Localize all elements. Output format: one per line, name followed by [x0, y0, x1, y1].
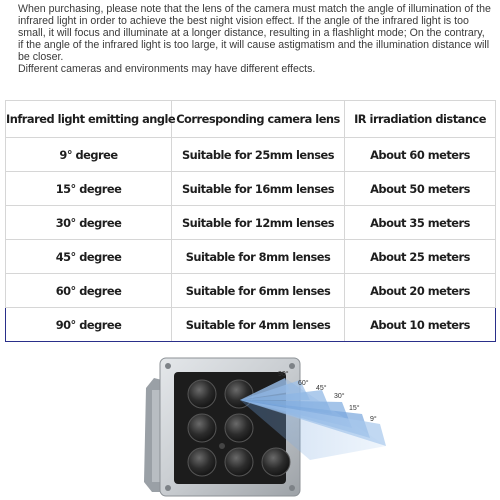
header-lens: Corresponding camera lens: [172, 101, 345, 138]
ir-spec-table: [5, 100, 496, 342]
angle-cell: 90° degree: [6, 308, 172, 342]
lens-cell: Suitable for 25mm lenses: [172, 138, 345, 172]
angle-cell: 30° degree: [6, 206, 172, 240]
distance-cell: About 35 meters: [345, 206, 496, 240]
angle-label-30: 30°: [334, 393, 345, 400]
illuminator-svg: [140, 350, 400, 500]
angle-label-45: 45°: [316, 385, 327, 392]
distance-cell: About 10 meters: [345, 308, 496, 342]
table-row: [6, 172, 496, 206]
screw-icon: [165, 485, 171, 491]
lens-cell: Suitable for 4mm lenses: [172, 308, 345, 342]
table-row: [6, 206, 496, 240]
lens-cell: Suitable for 12mm lenses: [172, 206, 345, 240]
angle-label-90: 90°: [278, 371, 289, 378]
screw-icon: [289, 485, 295, 491]
lens-cell: Suitable for 16mm lenses: [172, 172, 345, 206]
led-icon: [188, 448, 216, 476]
screw-icon: [165, 363, 171, 369]
table-row: [6, 240, 496, 274]
distance-cell: About 25 meters: [345, 240, 496, 274]
intro-paragraph-1: When purchasing, please note that the lens of the camera must match the angle of illumination of the infrared light in order to achieve the best night vision effect. If the angle of the infrared light is too small, it will focus and illuminate at a longer distance, resulting in a flashlight mode; On the contrary, if the angle of the infrared light is too large, it will cause astigmatism and the illumination distance will be closer.: [18, 3, 491, 64]
distance-cell: About 60 meters: [345, 138, 496, 172]
ir-illuminator-illustration: [140, 350, 400, 500]
led-icon: [188, 414, 216, 442]
table-row: [6, 138, 496, 172]
intro-paragraph-2: Different cameras and environments may have different effects.: [18, 63, 316, 76]
led-icon: [225, 448, 253, 476]
header-distance: IR irradiation distance: [345, 101, 496, 138]
angle-label-9: 9°: [370, 416, 377, 423]
angle-cell: 45° degree: [6, 240, 172, 274]
led-icon: [225, 414, 253, 442]
lens-cell: Suitable for 6mm lenses: [172, 274, 345, 308]
table-row: [6, 274, 496, 308]
bracket-face: [152, 390, 160, 482]
distance-cell: About 50 meters: [345, 172, 496, 206]
intro-text: [18, 3, 492, 76]
angle-cell: 9° degree: [6, 138, 172, 172]
angle-cell: 15° degree: [6, 172, 172, 206]
light-sensor-icon: [219, 443, 225, 449]
table-header-row: [6, 101, 496, 138]
led-icon: [262, 448, 290, 476]
angle-cell: 60° degree: [6, 274, 172, 308]
angle-label-15: 15°: [349, 405, 360, 412]
led-icon: [188, 380, 216, 408]
screw-icon: [289, 363, 295, 369]
lens-cell: Suitable for 8mm lenses: [172, 240, 345, 274]
distance-cell: About 20 meters: [345, 274, 496, 308]
table-row-highlighted: [6, 308, 496, 342]
angle-label-60: 60°: [298, 380, 309, 387]
header-angle: Infrared light emitting angle: [6, 101, 172, 138]
